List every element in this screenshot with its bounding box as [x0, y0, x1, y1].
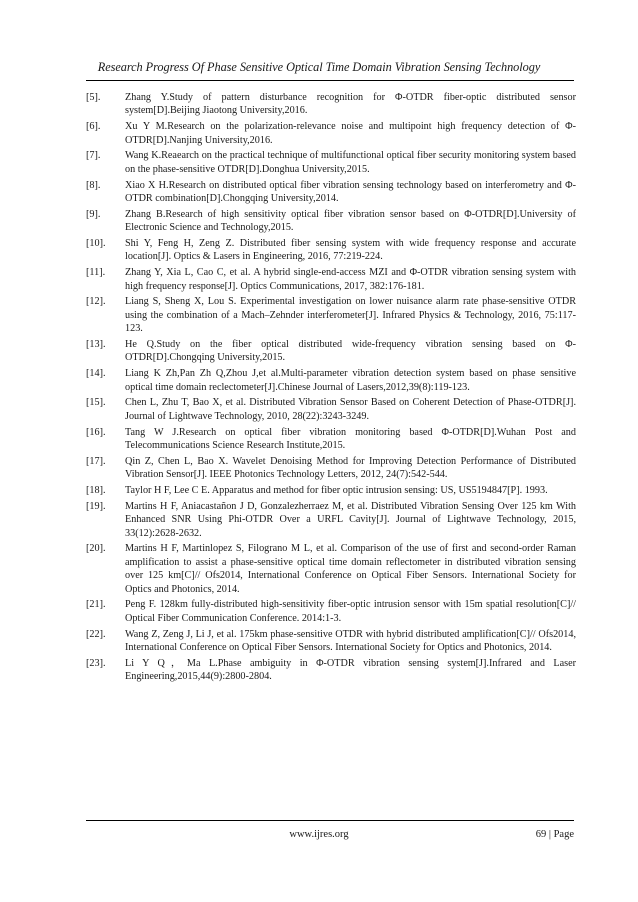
header-divider [86, 80, 574, 81]
reference-number: [10]. [86, 238, 106, 250]
reference-item [86, 120, 576, 147]
reference-text: Li Y Q，Ma L.Phase ambiguity in Φ-OTDR vibration sensing system[J].Infrared and Laser Engineering,2015,44(9):2800-2804. [125, 657, 576, 683]
reference-item [86, 657, 576, 684]
reference-number: [11]. [86, 267, 106, 279]
reference-item [86, 542, 576, 596]
reference-text: Wang K.Reaearch on the practical technique of multifunctional optical fiber security monitoring system based on the phase-sensitive OTDR[D].Donghua University,2015. [125, 150, 576, 175]
reference-text: Zhang B.Research of high sensitivity optical fiber vibration sensor based on Φ-OTDR[D].University of Electronic Science and Technology,2015. [125, 208, 576, 234]
reference-item [86, 338, 576, 365]
reference-number: [5]. [86, 92, 101, 103]
reference-item [86, 149, 576, 176]
reference-item [86, 598, 576, 625]
reference-text: Shi Y, Feng H, Zeng Z. Distributed fiber sensing system with wide frequency response and accurate location[J]. Optics & Lasers in Engineering, 2016, 77:219-224. [125, 238, 576, 263]
running-header: Research Progress Of Phase Sensitive Optical Time Domain Vibration Sensing Technology [97, 60, 541, 74]
reference-item [86, 237, 576, 264]
reference-number: [16]. [86, 426, 106, 438]
reference-item [86, 91, 576, 118]
reference-number: [17]. [86, 455, 106, 467]
reference-item [86, 484, 576, 497]
reference-item [86, 500, 576, 540]
footer-divider [86, 820, 574, 821]
reference-number: [13]. [86, 339, 106, 351]
reference-number: [18]. [86, 485, 106, 497]
reference-number: [7]. [86, 150, 101, 162]
reference-item [86, 266, 576, 293]
reference-number: [12]. [86, 296, 106, 308]
reference-number: [21]. [86, 599, 106, 611]
reference-text: Martins H F, Aniacastañon J D, Gonzalezherraez M, et al. Distributed Vibration Sensing Over 125 km With Enhanced SNR Using Phi-OTDR Over a URFL Cavity[J]. Journal of Lightwave Technology, 2015, 33(12):2628-2632. [125, 500, 576, 539]
reference-text: Peng F. 128km fully-distributed high-sensitivity fiber-optic intrusion sensor with 15m spatial resolution[C]// Optical Fiber Communication Conference. 2014:1-3. [125, 599, 576, 624]
reference-list [86, 91, 576, 686]
reference-item [86, 628, 576, 655]
reference-number: [19]. [86, 500, 106, 512]
reference-text: Xiao X H.Research on distributed optical fiber vibration sensing technology based on interferometry and Φ-OTDR combination[D].Chongqing University,2014. [125, 179, 576, 205]
reference-text: Liang S, Sheng X, Lou S. Experimental investigation on lower nuisance alarm rate phase-sensitive OTDR using the combination of a Mach–Zehnder interferometer[J]. Infrared Physics & Technology, 2016, 75:117-123. [125, 296, 576, 335]
reference-text: Chen L, Zhu T, Bao X, et al. Distributed Vibration Sensor Based on Coherent Detection of Phase-OTDR[J]. Journal of Lightwave Technology, 2010, 28(22):3243-3249. [125, 397, 576, 422]
reference-item [86, 426, 576, 453]
reference-item [86, 396, 576, 423]
reference-text: Zhang Y, Xia L, Cao C, et al. A hybrid single-end-access MZI and Φ-OTDR vibration sensing system with high frequency response[J]. Optics Communications, 2017, 382:176-181. [125, 267, 576, 292]
footer-url: www.ijres.org [289, 829, 349, 840]
reference-item [86, 455, 576, 482]
reference-number: [20]. [86, 543, 106, 555]
reference-text: Qin Z, Chen L, Bao X. Wavelet Denoising Method for Improving Detection Performance of Distributed Vibration Sensor[J]. IEEE Photonics Technology Letters, 2012, 24(7):542-544. [125, 455, 576, 481]
reference-text: He Q.Study on the fiber optical distributed wide-frequency vibration sensing based on Φ-OTDR[D].Chongqing University,2015. [125, 339, 576, 364]
reference-text: Taylor H F, Lee C E. Apparatus and method for fiber optic intrusion sensing: US, US5194847[P]. 1993. [125, 485, 548, 497]
reference-number: [14]. [86, 368, 106, 380]
reference-number: [22]. [86, 628, 106, 640]
reference-item [86, 208, 576, 235]
reference-text: Xu Y M.Research on the polarization-relevance noise and multipoint high frequency detection of Φ-OTDR[D].Nanjing University,2016. [125, 121, 576, 146]
reference-number: [6]. [86, 121, 101, 133]
reference-text: Zhang Y.Study of pattern disturbance recognition for Φ-OTDR fiber-optic distributed sensor system[D].Beijing Jiaotong University,2016. [125, 92, 576, 117]
reference-number: [15]. [86, 397, 106, 409]
reference-item [86, 295, 576, 335]
reference-text: Wang Z, Zeng J, Li J, et al. 175km phase-sensitive OTDR with hybrid distributed amplification[C]// Ofs2014, International Conference on Optical Fiber Sensors. International Society for Optics and Photonics, 2014. [125, 628, 576, 654]
reference-number: [8]. [86, 179, 101, 191]
reference-item [86, 367, 576, 394]
page-number: 69 | Page [535, 829, 574, 840]
reference-item [86, 179, 576, 206]
reference-number: [23]. [86, 657, 106, 669]
reference-text: Martins H F, Martinlopez S, Filograno M L, et al. Comparison of the use of first and second-order Raman amplification to assist a phase-sensitive optical time domain reflectometer in distributed vibration sensing over 125 km[C]// Ofs2014, International Conference on Optical Fiber Sensors. International Society for Optics and Photonics, 2014. [125, 543, 576, 595]
reference-text: Tang W J.Research on optical fiber vibration monitoring based Φ-OTDR[D].Wuhan Post and Telecommunications Science Research Institute,2015. [125, 426, 576, 452]
reference-text: Liang K Zh,Pan Zh Q,Zhou J,et al.Multi-parameter vibration detection system based on phase sensitive optical time domain reclectometer[J].Chinese Journal of Lasers,2012,39(8):119-123. [125, 368, 576, 393]
reference-number: [9]. [86, 208, 101, 220]
